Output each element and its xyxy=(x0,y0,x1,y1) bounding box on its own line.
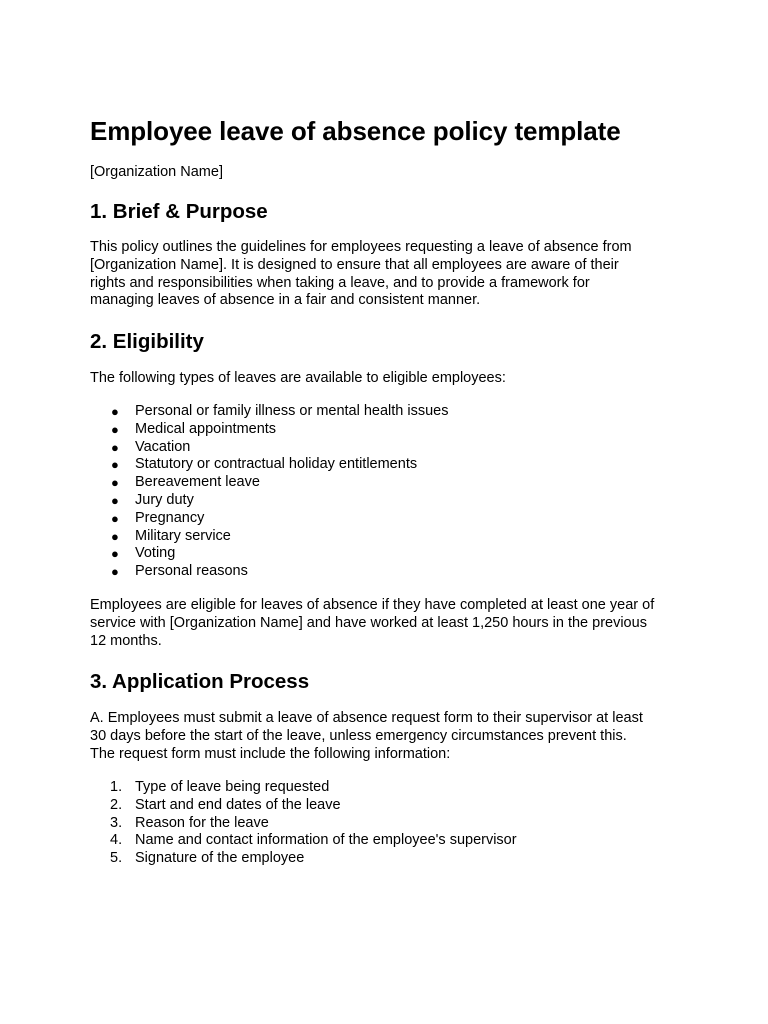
list-item: ● Military service xyxy=(111,527,231,544)
list-item: ● Medical appointments xyxy=(111,420,277,437)
list-item: ● Pregnancy xyxy=(111,509,205,526)
bullet-icon: ● xyxy=(111,528,119,544)
bullet-icon: ● xyxy=(111,475,119,491)
paragraph-line: The request form must include the following information: xyxy=(90,745,451,762)
bullet-icon: ● xyxy=(111,404,119,419)
eligibility-intro: The following types of leaves are available to eligible employees: xyxy=(90,370,506,386)
leave-types-list xyxy=(90,403,449,581)
bullet-icon: ● xyxy=(111,421,119,437)
request-form-requirements-list xyxy=(90,779,517,868)
paragraph-line: This policy outlines the guidelines for employees requesting a leave of absence from xyxy=(90,239,632,255)
list-item: ● Statutory or contractual holiday entitlements xyxy=(111,456,418,473)
list-item: ● Jury duty xyxy=(111,491,194,508)
numbered-list-item: 1. Type of leave being requested xyxy=(110,779,330,795)
section-heading-eligibility: 2. Eligibility xyxy=(90,330,204,353)
list-item: ● Voting xyxy=(111,545,176,562)
bullet-icon: ● xyxy=(111,564,119,580)
paragraph-line: 30 days before the start of the leave, unless emergency circumstances prevent this. xyxy=(90,727,627,744)
list-item: ● Personal reasons xyxy=(111,563,248,580)
bullet-icon: ● xyxy=(111,439,119,455)
bullet-icon: ● xyxy=(111,457,119,473)
section-heading-brief-purpose: 1. Brief & Purpose xyxy=(90,200,268,223)
paragraph-line: service with [Organization Name] and have worked at least 1,250 hours in the previous xyxy=(90,614,647,631)
eligibility-requirements-paragraph xyxy=(90,597,690,650)
section-heading-application-process: 3. Application Process xyxy=(90,670,310,693)
list-item: ● Bereavement leave xyxy=(111,474,260,491)
bullet-icon: ● xyxy=(111,510,119,526)
organization-name: [Organization Name] xyxy=(90,164,223,180)
bullet-icon: ● xyxy=(111,546,119,562)
numbered-list-item: 2. Start and end dates of the leave xyxy=(110,796,341,813)
numbered-list-item: 3. Reason for the leave xyxy=(110,814,269,831)
numbered-list-item: 5. Signature of the employee xyxy=(110,850,305,867)
paragraph-line: managing leaves of absence in a fair and consistent manner. xyxy=(90,292,481,309)
list-item: ● Vacation xyxy=(111,438,191,455)
list-item: ● Personal or family illness or mental health issues xyxy=(111,403,449,419)
bullet-icon: ● xyxy=(111,492,119,508)
purpose-paragraph xyxy=(90,239,690,310)
document-title: Employee leave of absence policy template xyxy=(90,116,621,146)
application-paragraph xyxy=(90,710,690,763)
paragraph-line: A. Employees must submit a leave of absence request form to their supervisor at least xyxy=(90,710,643,726)
numbered-list-item: 4. Name and contact information of the employee's supervisor xyxy=(110,832,517,849)
paragraph-line: 12 months. xyxy=(90,632,162,649)
paragraph-line: rights and responsibilities when taking a leave, and to provide a framework for xyxy=(90,274,590,291)
paragraph-line: [Organization Name]. It is designed to ensure that all employees are aware of their xyxy=(90,256,619,273)
paragraph-line: Employees are eligible for leaves of absence if they have completed at least one year of xyxy=(90,597,655,613)
